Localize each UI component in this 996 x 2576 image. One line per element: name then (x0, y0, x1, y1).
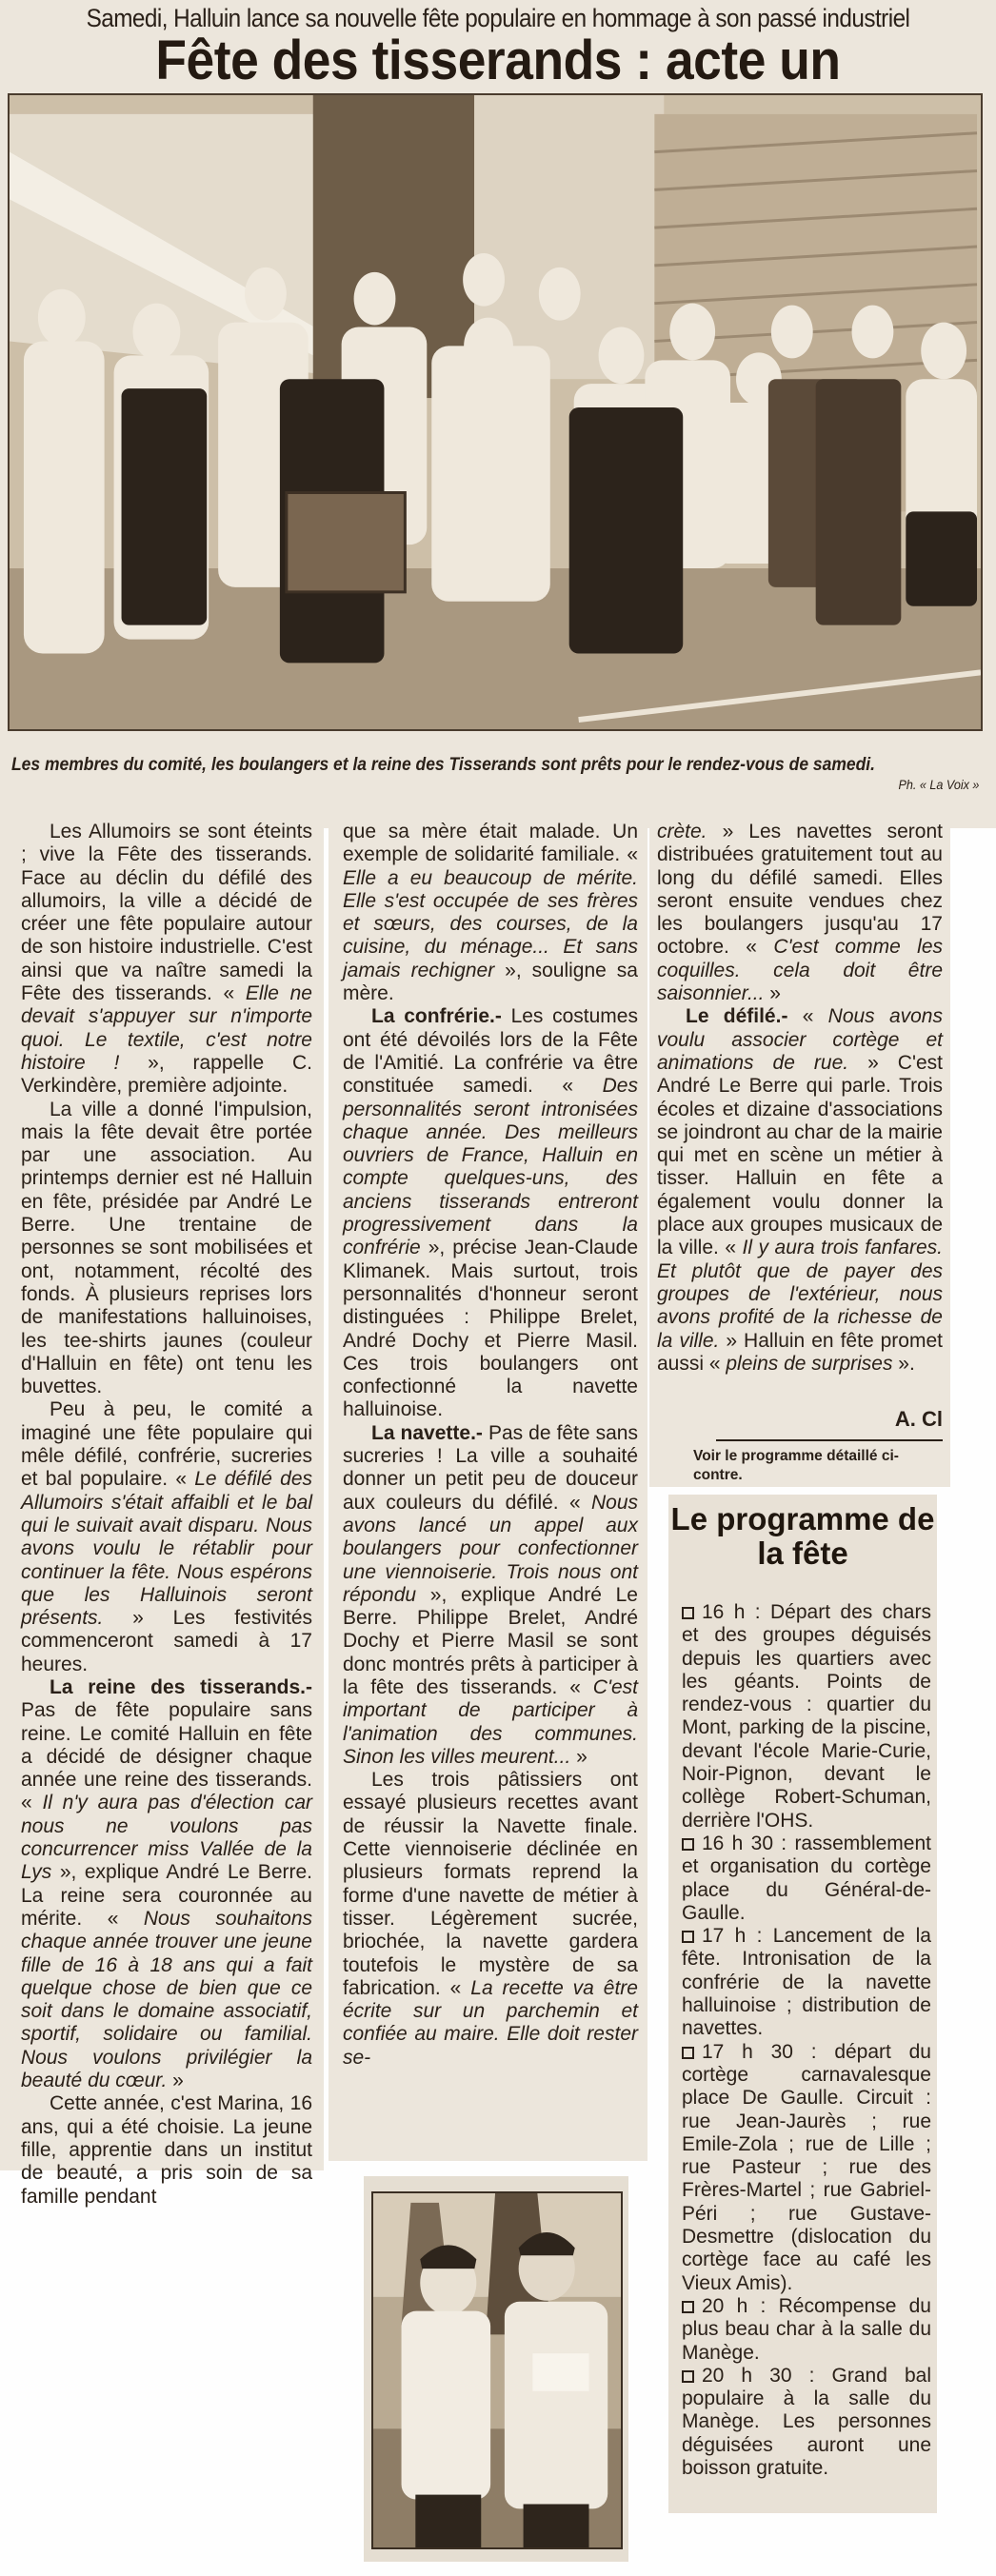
photo-credit: Ph. « La Voix » (898, 777, 979, 792)
body-text: Pas de fête sans sucreries ! La ville a souhaité donner un petit peu de douceur aux couleurs du défilé. « (343, 1421, 638, 1514)
article-paragraph (21, 2092, 312, 2208)
article-paragraph (343, 821, 638, 1005)
signature-divider (716, 1439, 943, 1441)
program-entry (682, 2041, 931, 2295)
quote-text: pleins de surprises (726, 1352, 893, 1375)
body-text: Cette année, c'est Marina, 16 ans, qui a été choisie. La jeune fille, apprentie dans un institut de beauté, a pris soin de sa famille pendant (21, 2092, 312, 2208)
body-text: » (167, 2070, 184, 2092)
article-paragraph (21, 1676, 312, 2092)
checkbox-square-icon (682, 2370, 694, 2383)
checkbox-square-icon (682, 1838, 694, 1851)
headline: Fête des tisserands : acte un (155, 30, 841, 91)
see-program-note: Voir le programme détaillé ci-contre. (693, 1448, 899, 1483)
checkbox-square-icon (682, 2301, 694, 2313)
article-paragraph (21, 1398, 312, 1676)
body-text: », explique André Le Berre. La reine sera couronnée au mérite. « (21, 1861, 312, 1930)
article-paragraph (657, 821, 943, 1005)
body-text: » (764, 982, 781, 1005)
program-description: rassemblement et organisation du cortège place du Général-de-Gaulle. (682, 1832, 931, 1924)
program-description: Lancement de la fête. Intronisation de la confrérie de la navette halluinoise ; distribution de navettes. (682, 1925, 931, 2040)
body-text: », explique André Le Berre. Philippe Brelet, André Dochy et Pierre Masil se sont donc montrés prêts à participer à la fête des tisserands. « (343, 1583, 638, 1698)
program-description: Récompense du plus beau char à la salle du Manège. (682, 2294, 931, 2364)
quote-text: Nous avons lancé un appel aux boulangers pour confectionner une viennoiserie. Trois nous ont répondu (343, 1491, 638, 1606)
program-entry (682, 1925, 931, 2040)
quote-text: crète. (657, 821, 707, 842)
body-text: », rappelle C. Verkindère, première adjointe. (21, 1051, 312, 1098)
program-time: 16 h : (702, 1601, 770, 1623)
confrerie-photo-illustration (373, 2193, 621, 2547)
photo-caption: Les membres du comité, les boulangers et la reine des Tisserands sont prêts pour le rendez-vous de samedi. (11, 755, 875, 775)
program-entry (682, 2295, 931, 2365)
body-text: Les trois pâtissiers ont essayé plusieurs recettes avant de réussir la Navette finale. Cette viennoiserie déclinée en plusieurs formats reprend la forme d'une navette de métier à tisser. Légèrement sucrée, briochée, la navette gardera toutefois le mystère de sa fabrication. « (343, 1769, 638, 1999)
quote-text: Elle ne devait s'appuyer sur n'importe quoi. Le textile, c'est notre histoire ! (21, 982, 312, 1074)
body-text: », souligne sa mère. (343, 959, 638, 1005)
body-text: » Halluin en fête promet aussi « (657, 1329, 943, 1375)
article-paragraph (21, 821, 312, 1099)
quote-text: C'est comme les coquilles. cela doit être saisonnier... (657, 936, 943, 1005)
quote-text: Nous souhaitons chaque année trouver une jeune fille de 16 à 18 ans qui a fait quelque chose de bien que ce soit dans le domaine associatif, sportif, solidaire ou familial. Nous voulons privilégier la beauté du cœur. (21, 1907, 313, 2092)
body-text: Les costumes ont été dévoilés lors de la Fête de l'Amitié. La confrérie va être constituée samedi. « (343, 1005, 638, 1098)
article-paragraph (343, 1422, 638, 1769)
program-entry (682, 2365, 931, 2480)
article-column-1 (21, 821, 312, 2209)
body-text: » Les navettes seront distribuées gratuitement tout au long du défilé samedi. Elles seront ensuite vendues chez les boulangers jusqu'au 17 octobre. « (657, 821, 943, 959)
quote-text: La recette va être écrite sur un parchemin et confiée au maire. Elle doit rester se- (343, 1976, 638, 2069)
kicker-subtitle: Samedi, Halluin lance sa nouvelle fête populaire en hommage à son passé industriel (86, 4, 910, 32)
body-text: » (570, 1745, 588, 1768)
program-list (682, 1601, 931, 2480)
body-text: Les Allumoirs se sont éteints ; vive la Fête des tisserands. Face au déclin du défilé des allumoirs, la ville a décidé de créer une fête populaire autour de son histoire industrielle. C'est ainsi que va naître samedi la Fête des tisserands. « (21, 821, 312, 1005)
program-time: 16 h 30 : (702, 1832, 795, 1854)
quote-text: Il y aura trois fanfares. Et plutôt que de payer des groupes de l'extérieur, nous avons profité de la richesse de la ville. (657, 1237, 943, 1352)
article-paragraph (343, 1769, 638, 2070)
body-text: La ville a donné l'impulsion, mais la fête devait être portée par une association. Au printemps dernier est né Halluin en fête, présidée par André Le Berre. Une trentaine de personnes se sont mobilisées et ont, notamment, récolté des fonds. À plusieurs reprises lors de manifestations halluinoises, les tee-shirts jaunes (couleur d'Halluin en fête) ont tenu les buvettes. (21, 1098, 312, 1398)
program-description: Départ des chars et des groupes déguisés depuis les quartiers avec les géants. Points de rendez-vous : quartier du Mont, parking de la piscine, devant l'école Marie-Curie, Noir-Pignon, devant le collège Robert-Schuman, derrière l'OHS. (682, 1601, 931, 1832)
checkbox-square-icon (682, 1931, 694, 1943)
program-entry (682, 1833, 931, 1925)
quote-text: Elle a eu beaucoup de mérite. Elle s'est occupée de ses frères et sœurs, des courses, de la cuisine, du ménage... Et sans jamais rechigner (343, 866, 638, 981)
body-text: », précise Jean-Claude Klimanek. Mais surtout, trois personnalités d'honneur seront distinguées : Philippe Brelet, André Dochy et Pierre Masil. Ces trois boulangers ont confectionné la navette halluinoise. (343, 1237, 638, 1421)
program-description: Grand bal populaire à la salle du Manège. Les personnes déguisées auront une boisson gratuite. (682, 2364, 931, 2479)
main-group-photo (8, 93, 983, 731)
body-text: « (787, 1005, 828, 1028)
checkbox-square-icon (682, 1607, 694, 1619)
article-column-3 (657, 821, 943, 1376)
quote-text: Des personnalités seront intronisées chaque année. Des meilleurs ouvriers de France, Halluin en compte quelques-uns, des anciens tisserands entreront progressivement dans la confrérie (343, 1075, 638, 1259)
body-text: Peu à peu, le comité a imaginé une fête populaire qui mêle défilé, confrérie, sucreries et bal populaire. « (21, 1398, 312, 1491)
group-photo-illustration (10, 95, 981, 729)
section-heading: La reine des tisserands.- (50, 1675, 312, 1698)
section-heading: Le défilé.- (686, 1005, 788, 1028)
program-entry (682, 1601, 931, 1833)
article-paragraph (657, 1005, 943, 1376)
section-heading: La confrérie.- (371, 1005, 502, 1028)
author-signature: A. Cl (894, 1407, 943, 1431)
quote-text: C'est important de participer à l'animation des communes. Sinon les villes meurent... (343, 1675, 638, 1768)
program-title: Le programme de la fête (670, 1501, 935, 1571)
article-paragraph (343, 1005, 638, 1421)
body-text: ». (892, 1352, 915, 1375)
article-paragraph (21, 1099, 312, 1399)
body-text: que sa mère était malade. Un exemple de solidarité familiale. « (343, 821, 638, 866)
body-text: » Les festivités commenceront samedi à 17 heures. (21, 1607, 312, 1675)
program-time: 20 h : (702, 2294, 779, 2317)
article-column-2 (343, 821, 638, 2070)
quote-text: Nous avons voulu associer cortège et animations de rue. (657, 1005, 943, 1074)
body-text: Pas de fête populaire sans reine. Le comité Halluin en fête a décidé de désigner chaque année une reine des tisserands. « (21, 1699, 312, 1814)
program-time: 17 h : (702, 1925, 773, 1948)
checkbox-square-icon (682, 2047, 694, 2059)
program-time: 17 h 30 : (702, 2040, 835, 2063)
quote-text: Il n'y aura pas d'élection car nous ne voulons pas concurrencer miss Vallée de la Lys (21, 1792, 313, 1884)
body-text: » C'est André Le Berre qui parle. Trois écoles et dizaine d'associations se joindront au char de la mairie qui met en scène un métier à tisser. Halluin en fête a également voulu donner la place aux groupes musicaux de la ville. « (657, 1051, 943, 1259)
section-heading: La navette.- (371, 1421, 483, 1444)
small-photo-confrerie (371, 2191, 623, 2549)
quote-text: Le défilé des Allumoirs s'était affaibli et le bal qui le suivait avait disparu. Nous avons voulu le rétablir pour continuer la fête. Nous espérons que les Halluinois seront présents. (21, 1468, 312, 1630)
program-time: 20 h 30 : (702, 2364, 832, 2387)
program-description: départ du cortège carnavalesque place De Gaulle. Circuit : rue Jean-Jaurès ; rue Emile-Zola ; rue de Lille ; rue Pasteur ; rue des Frères-Martel ; rue Gabriel-Péri ; rue Gustave-Desmettre (dislocation du cortège face au café les Vieux Amis). (682, 2040, 931, 2294)
